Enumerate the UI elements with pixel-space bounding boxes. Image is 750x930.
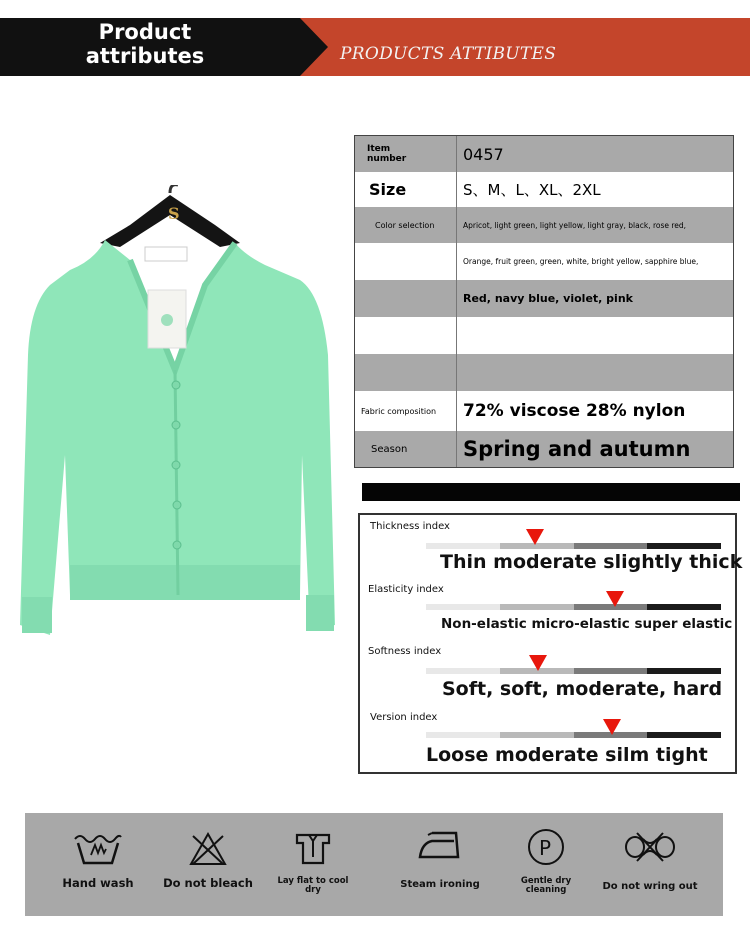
- thickness-index-label: Thickness index: [370, 521, 450, 532]
- table-row: [355, 354, 733, 391]
- size-label: Size: [355, 172, 457, 207]
- softness-marker: [529, 655, 547, 671]
- version-index-value: Loose moderate silm tight: [426, 744, 708, 766]
- thickness-scale: [426, 543, 721, 549]
- table-row: [355, 391, 733, 431]
- page-title-line1: Product: [98, 20, 192, 44]
- hand-wash-label: Hand wash: [62, 876, 134, 890]
- care-item-gentle-dry-cleaning: [491, 813, 601, 916]
- table-row: [355, 280, 733, 317]
- thickness-index-value: Thin moderate slightly thick: [440, 551, 743, 573]
- item-number-label: Item number: [355, 136, 457, 172]
- fabric-value: 72% viscose 28% nylon: [463, 401, 686, 421]
- elasticity-index-label: Elasticity index: [368, 584, 444, 595]
- elasticity-marker: [606, 591, 624, 607]
- season-value: Spring and autumn: [463, 437, 691, 461]
- care-item-steam-ironing: [385, 813, 495, 916]
- steam-iron-icon: [385, 827, 495, 863]
- steam-ironing-label: Steam ironing: [400, 879, 480, 890]
- no-bleach-icon: [153, 831, 263, 867]
- lay-flat-label: Lay flat to cool dry: [277, 876, 349, 895]
- header-notch: [300, 18, 328, 76]
- care-instructions-panel: [25, 813, 723, 916]
- table-row: [355, 172, 733, 207]
- care-item-no-wring: [595, 813, 705, 916]
- care-item-lay-flat-dry: [258, 813, 368, 916]
- thickness-marker: [526, 529, 544, 545]
- colors-line2: Orange, fruit green, green, white, bright yellow, sapphire blue,: [463, 257, 699, 266]
- size-value: S、M、L、XL、2XL: [463, 181, 601, 199]
- softness-scale: [426, 668, 721, 674]
- care-item-no-bleach: [153, 813, 263, 916]
- index-panel: [358, 513, 743, 774]
- elasticity-scale: [426, 604, 721, 610]
- no-bleach-label: Do not bleach: [163, 876, 253, 890]
- softness-index-value: Soft, soft, moderate, hard: [442, 678, 723, 700]
- color-label: Color selection: [355, 207, 457, 243]
- gentle-dry-clean-icon: [491, 827, 601, 863]
- hanger-logo: S: [168, 204, 180, 223]
- colors-line3: Red, navy blue, violet, pink: [463, 292, 633, 305]
- care-item-hand-wash: [43, 813, 153, 916]
- colors-line1: Apricot, light green, light yellow, light gray, black, rose red,: [463, 220, 687, 230]
- page-title-line2: attributes: [85, 44, 205, 68]
- item-number-value: 0457: [463, 144, 504, 164]
- table-row: [355, 317, 733, 354]
- hand-wash-icon: [43, 831, 153, 867]
- table-row: [355, 431, 733, 467]
- season-label: Season: [355, 431, 457, 467]
- version-scale: [426, 732, 721, 738]
- table-row: [355, 136, 733, 172]
- elasticity-index-value: Non-elastic micro-elastic super elastic: [441, 616, 733, 632]
- svg-text:P: P: [539, 836, 552, 860]
- fabric-label: Fabric composition: [355, 391, 457, 431]
- divider-bar: [362, 483, 740, 501]
- no-wring-icon: [595, 829, 705, 865]
- page-subtitle: PRODUCTS ATTIBUTES: [340, 44, 557, 64]
- softness-index-label: Softness index: [368, 646, 442, 657]
- page-title: [0, 20, 290, 68]
- attributes-table: [354, 135, 734, 468]
- table-row: [355, 243, 733, 280]
- no-wring-label: Do not wring out: [602, 881, 698, 892]
- hanger-hook: [170, 185, 178, 193]
- version-index-label: Version index: [370, 712, 438, 723]
- gentle-dry-label: Gentle dry cleaning: [520, 876, 572, 895]
- version-marker: [603, 719, 621, 735]
- cardigan-photo: [10, 185, 340, 655]
- table-row: [355, 207, 733, 243]
- lay-flat-dry-icon: [258, 831, 368, 867]
